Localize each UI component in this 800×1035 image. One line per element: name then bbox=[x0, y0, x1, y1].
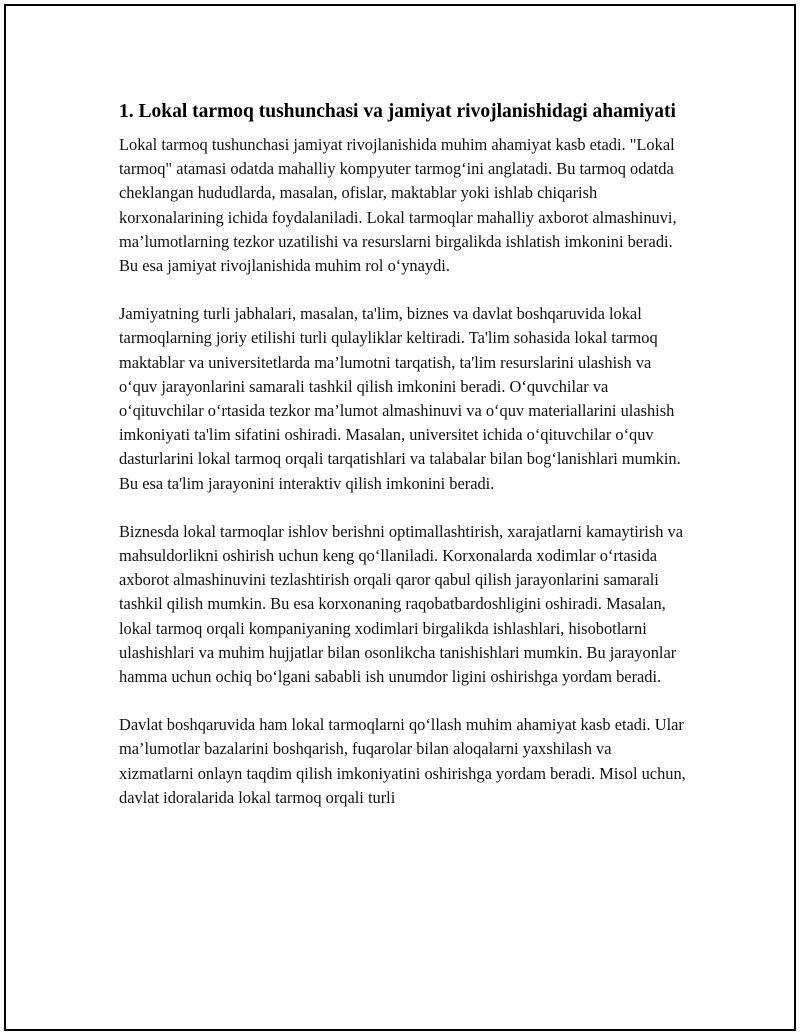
paragraph-business: Biznesda lokal tarmoqlar ishlov berishni optimallashtirish, xarajatlarni kamaytirish va mahsuldorlikni oshirish uchun keng qo‘llaniladi. Korxonalarda xodimlar o‘rtasida axborot almashinuvini tezlashtirish orqali qaror qabul qilish jarayonlarini samarali tashkil qilish mumkin. Bu esa korxonaning raqobatbardoshligini oshiradi. Masalan, lokal tarmoq orqali kompaniyaning xodimlari birgalikda ishlashlari, hisobotlarni ulashishlari va muhim hujjatlar bilan osonlikcha tanishishlari mumkin. Bu jarayonlar hamma uchun ochiq bo‘lgani sababli ish unumdor ligini oshirishga yordam beradi. bbox=[119, 521, 683, 687]
paragraph-government: Davlat boshqaruvida ham lokal tarmoqlarni qo‘llash muhim ahamiyat kasb etadi. Ular ma’lumotlar bazalarini boshqarish, fuqarolar bilan aloqalarni yaxshilash va xizmatlarni onlayn taqdim qilish imkoniyatini oshirishga yordam beradi. Misol uchun, davlat idoralarida lokal tarmoq orqali turli bbox=[119, 715, 686, 807]
document-body bbox=[119, 98, 689, 834]
section-heading: 1. Lokal tarmoq tushunchasi va jamiyat rivojlanishidagi ahamiyati bbox=[119, 101, 676, 122]
paragraph-education: Jamiyatning turli jabhalari, masalan, ta'lim, biznes va davlat boshqaruvida lokal tarmoqlarning joriy etilishi turli qulayliklar keltiradi. Ta'lim sohasida lokal tarmoq maktablar va universitetlarda ma’lumotni tarqatish, ta'lim resurslarini ulashish va o‘quv jarayonlarini samarali tashkil qilish imkonini beradi. O‘quvchilar va o‘qituvchilar o‘rtasida tezkor ma’lumot almashinuvi va o‘quv materiallarini ulashish imkoniyati ta'lim sifatini oshiradi. Masalan, universitet ichida o‘qituvchilar o‘quv dasturlarini lokal tarmoq orqali tarqatishlari va talabalar bilan bog‘lanishlari mumkin. Bu esa ta'lim jarayonini interaktiv qilish imkonini beradi. bbox=[119, 304, 681, 493]
paragraph-intro: Lokal tarmoq tushunchasi jamiyat rivojlanishida muhim ahamiyat kasb etadi. "Lokal tarmoq" atamasi odatda mahalliy kompyuter tarmog‘ini anglatadi. Bu tarmoq odatda cheklangan hududlarda, masalan, ofislar, maktablar yoki ishlab chiqarish korxonalarining ichida foydalaniladi. Lokal tarmoqlar mahalliy axborot almashinuvi, ma’lumotlarning tezkor uzatilishi va resurslarni birgalikda ishlatish imkonini beradi. Bu esa jamiyat rivojlanishida muhim rol o‘ynaydi. bbox=[119, 135, 677, 276]
document-page bbox=[4, 4, 796, 1031]
